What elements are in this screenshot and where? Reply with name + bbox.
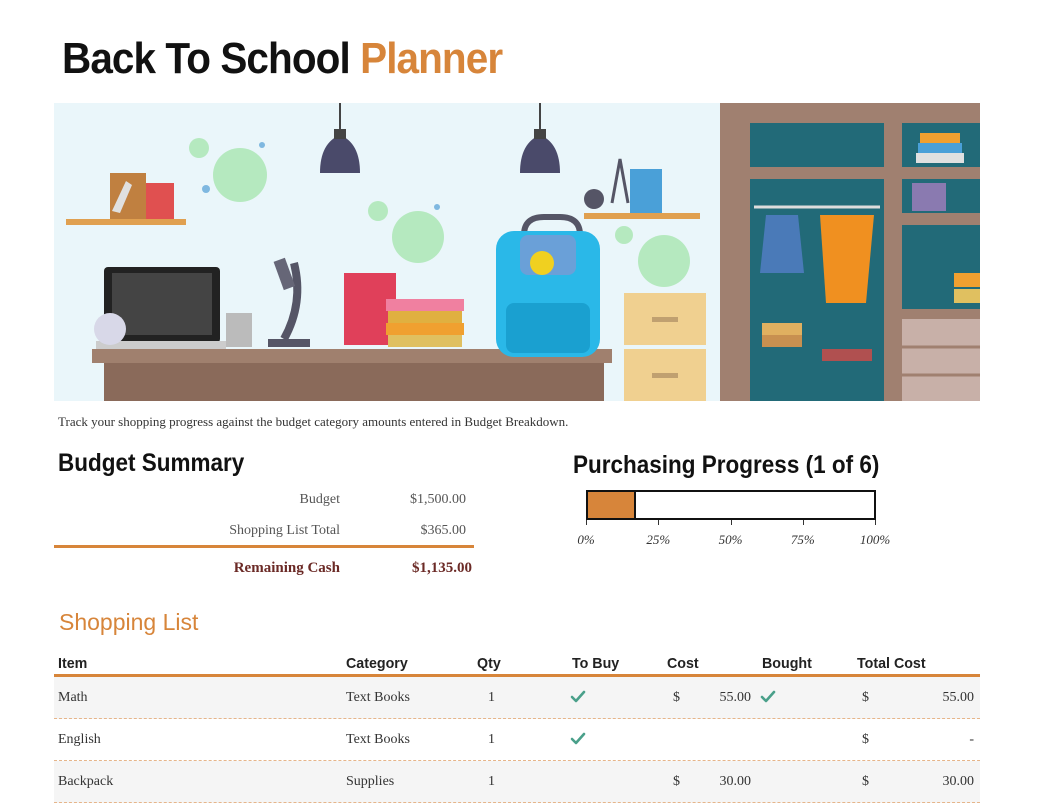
progress-tick (658, 520, 659, 525)
progress-tick-label: 100% (859, 532, 891, 547)
header-cost: Cost (667, 655, 699, 672)
category-cell: Supplies (346, 774, 395, 789)
total-cost-cell: 30.00 (942, 774, 974, 789)
remaining-cash-label: Remaining Cash (233, 560, 340, 576)
cost-currency-cell: $ (673, 690, 680, 705)
progress-bar-fill (588, 492, 636, 518)
progress-tick-label: 50% (718, 532, 743, 547)
header-bought: Bought (762, 655, 812, 672)
item-cell: English (58, 732, 101, 747)
total-currency-cell: $ (862, 774, 869, 789)
table-row[interactable] (54, 719, 980, 761)
budget-summary-title: Budget Summary (58, 449, 245, 477)
qty-cell: 1 (488, 732, 495, 747)
header-to-buy: To Buy (572, 655, 620, 672)
total-cost-cell: - (969, 732, 974, 747)
to-buy-check-icon[interactable] (570, 731, 586, 747)
subtitle: Track your shopping progress against the budget category amounts entered in Budget Breakdown. (58, 414, 569, 429)
progress-tick (875, 520, 876, 525)
total-cost-cell: 55.00 (942, 690, 974, 705)
page-title (62, 34, 502, 84)
header-item: Item (58, 655, 88, 672)
header-total-cost: Total Cost (857, 655, 926, 672)
budget-label: Budget (299, 492, 340, 507)
header-category: Category (346, 655, 408, 672)
title-part-2: Planner (360, 34, 503, 83)
summary-divider (54, 545, 474, 548)
shopping-list-total-value: $365.00 (420, 523, 466, 538)
remaining-cash-value: $1,135.00 (412, 560, 472, 576)
cost-cell: 30.00 (719, 774, 751, 789)
qty-cell: 1 (488, 774, 495, 789)
shopping-list-title: Shopping List (59, 609, 199, 635)
progress-tick (586, 520, 587, 525)
category-cell: Text Books (346, 732, 410, 747)
banner-illustration (54, 103, 980, 401)
progress-tick-label: 75% (790, 532, 815, 547)
progress-bar (586, 490, 876, 520)
bought-check-icon[interactable] (760, 689, 776, 705)
progress-tick (731, 520, 732, 525)
progress-tick-label: 25% (646, 532, 671, 547)
progress-tick-label: 0% (577, 532, 595, 547)
header-qty: Qty (477, 655, 501, 672)
table-row[interactable] (54, 677, 980, 719)
purchasing-progress-title: Purchasing Progress (1 of 6) (573, 451, 880, 479)
item-cell: Math (58, 690, 88, 705)
total-currency-cell: $ (862, 690, 869, 705)
cost-currency-cell: $ (673, 774, 680, 789)
shopping-list-total-label: Shopping List Total (229, 523, 340, 538)
qty-cell: 1 (488, 690, 495, 705)
to-buy-check-icon[interactable] (570, 689, 586, 705)
category-cell: Text Books (346, 690, 410, 705)
table-row[interactable] (54, 761, 980, 803)
item-cell: Backpack (58, 774, 114, 789)
title-part-1: Back To School (62, 34, 361, 83)
cost-cell: 55.00 (719, 690, 751, 705)
total-currency-cell: $ (862, 732, 869, 747)
progress-tick (803, 520, 804, 525)
budget-value: $1,500.00 (410, 492, 466, 507)
